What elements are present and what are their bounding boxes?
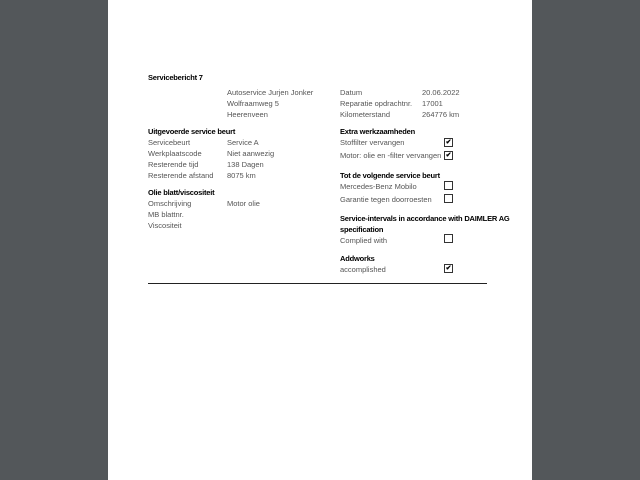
info-value: 17001	[422, 99, 443, 108]
section-heading: Uitgevoerde service beurt	[148, 127, 236, 136]
row-label: Resterende tijd	[148, 160, 199, 169]
section-heading: Addworks	[340, 254, 375, 263]
info-value: 20.06.2022	[422, 88, 460, 97]
checkbox-unchecked	[444, 181, 453, 190]
row-value: 8075 km	[227, 171, 256, 180]
section-heading: Olie blatt/viscositeit	[148, 188, 215, 197]
address-line: Wolfraamweg 5	[227, 99, 279, 108]
checkbox-unchecked	[444, 194, 453, 203]
checkbox-unchecked	[444, 234, 453, 243]
checkbox-label: accomplished	[340, 265, 386, 274]
checkbox-label: Complied with	[340, 236, 388, 245]
checkbox-checked: ✔	[445, 139, 452, 146]
row-value: Motor olie	[227, 199, 260, 208]
row-value: Niet aanwezig	[227, 149, 275, 158]
checkbox-label: Motor: olie en -filter vervangen	[340, 151, 442, 160]
info-label: Kilometerstand	[340, 110, 391, 119]
section-heading: Tot de volgende service beurt	[340, 171, 440, 180]
row-label: Omschrijving	[148, 199, 192, 208]
checkbox-checked: ✔	[445, 152, 452, 159]
info-value: 264776 km	[422, 110, 460, 119]
row-label: Viscositeit	[148, 221, 182, 230]
divider	[148, 283, 487, 284]
row-label: Werkplaatscode	[148, 149, 202, 158]
section-heading: Service-intervals in accordance with DAIMLER AG	[340, 214, 510, 223]
document-page	[108, 0, 532, 480]
address-line: Autoservice Jurjen Jonker	[227, 88, 314, 97]
checkbox-label: Garantie tegen doorroesten	[340, 195, 432, 204]
row-value: 138 Dagen	[227, 160, 264, 169]
row-label: MB blattnr.	[148, 210, 184, 219]
section-heading: Extra werkzaamheden	[340, 127, 415, 136]
checkbox-label: Mercedes-Benz Mobilo	[340, 182, 417, 191]
checkbox-checked: ✔	[445, 265, 452, 272]
checkbox-label: Stoffilter vervangen	[340, 138, 405, 147]
address-line: Heerenveen	[227, 110, 268, 119]
info-label: Reparatie opdrachtnr.	[340, 99, 413, 108]
section-heading: specification	[340, 225, 384, 234]
info-label: Datum	[340, 88, 363, 97]
row-label: Servicebeurt	[148, 138, 191, 147]
report-title: Servicebericht 7	[148, 73, 203, 82]
row-label: Resterende afstand	[148, 171, 214, 180]
row-value: Service A	[227, 138, 259, 147]
